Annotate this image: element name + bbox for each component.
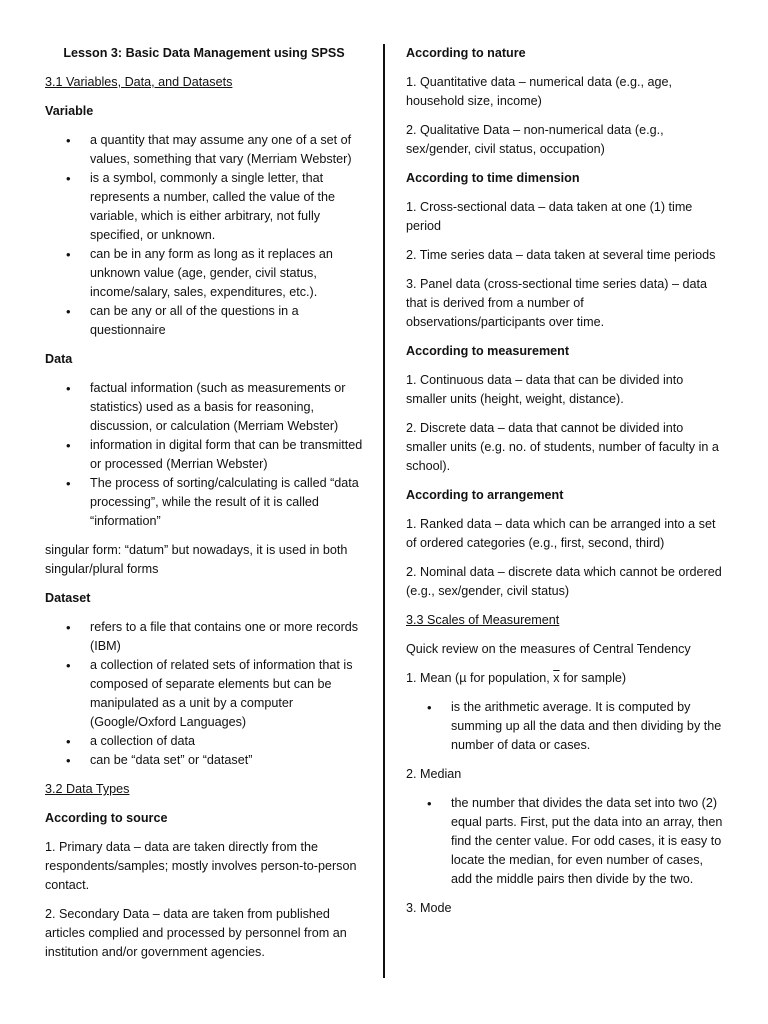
variable-heading: Variable: [45, 104, 94, 118]
time-panel: 3. Panel data (cross-sectional time series data) – data that is derived from a number of observations/participants over time.: [406, 277, 708, 329]
list-item: • a quantity that may assume any one of a set of values, something that vary (Merriam Webster): [45, 131, 363, 169]
list-item: • refers to a file that contains one or more records (IBM): [45, 618, 363, 656]
list-item: • factual information (such as measurements or statistics) used as a basis for reasoning, discussion, or calculation (Merriam Webster): [45, 379, 363, 436]
list-item: • can be “data set” or “dataset”: [45, 751, 363, 770]
nature-qualitative: 2. Qualitative Data – non-numerical data (e.g., sex/gender, civil status, occupation): [406, 123, 664, 156]
section-heading-3-2: 3.2 Data Types: [45, 782, 130, 796]
dataset-heading: Dataset: [45, 591, 91, 605]
nature-quantitative: 1. Quantitative data – numerical data (e.g., age, household size, income): [406, 75, 673, 108]
mean-suffix: for sample): [559, 671, 627, 685]
arrangement-heading: According to arrangement: [406, 488, 564, 502]
mean-prefix: 1. Mean (µ for population,: [406, 671, 554, 685]
quick-review: Quick review on the measures of Central Tendency: [406, 642, 691, 656]
section-heading-3-3: 3.3 Scales of Measurement: [406, 613, 560, 627]
list-item: • is a symbol, commonly a single letter, that represents a number, called the value of the variable, which is either arbitrary, not fully specified, or unknown.: [45, 169, 363, 245]
nature-heading: According to nature: [406, 46, 526, 60]
x-bar-symbol: $\overline{x}$: [553, 671, 560, 685]
time-series: 2. Time series data – data taken at several time periods: [406, 248, 716, 262]
list-item: • can be any or all of the questions in a questionnaire: [45, 302, 363, 340]
source-primary: 1. Primary data – data are taken directly from the respondents/samples; mostly involves person-to-person contact.: [45, 840, 357, 892]
measurement-continuous: 1. Continuous data – data that can be divided into smaller units (height, weight, distance).: [406, 373, 684, 406]
mean-heading: [406, 669, 726, 688]
page-title: Lesson 3: Basic Data Management using SPSS: [63, 46, 345, 60]
time-heading: According to time dimension: [406, 171, 580, 185]
right-column: [406, 44, 726, 928]
variable-list: [45, 131, 363, 340]
measurement-discrete: 2. Discrete data – data that cannot be divided into smaller units (e.g. no. of students, number of faculty in a school).: [406, 421, 719, 473]
list-item: • information in digital form that can be transmitted or processed (Merrian Webster): [45, 436, 363, 474]
list-item: • can be in any form as long as it replaces an unknown value (age, gender, civil status, income/salary, sales, expenditures, etc.).: [45, 245, 363, 302]
time-cross-sectional: 1. Cross-sectional data – data taken at one (1) time period: [406, 200, 693, 233]
source-secondary: 2. Secondary Data – data are taken from published articles complied and processed by personnel from an institution and/or government agencies.: [45, 907, 347, 959]
section-heading-3-1: 3.1 Variables, Data, and Datasets: [45, 75, 233, 89]
data-list: [45, 379, 363, 531]
list-item: • a collection of related sets of information that is composed of separate elements but can be manipulated as a unit by a computer (Google/Oxford Languages): [45, 656, 363, 732]
list-item: • the number that divides the data set into two (2) equal parts. First, put the data into an array, then find the center value. For odd cases, it is easy to locate the median, for even number of cases, add the middle pairs then divide by the two.: [406, 794, 726, 889]
arrangement-ranked: 1. Ranked data – data which can be arranged into a set of ordered categories (e.g., first, second, third): [406, 517, 716, 550]
left-column: [45, 44, 363, 972]
median-heading: 2. Median: [406, 767, 462, 781]
mean-list: [406, 698, 726, 755]
list-item: • a collection of data: [45, 732, 363, 751]
column-divider: [383, 44, 385, 978]
list-item: • is the arithmetic average. It is computed by summing up all the data and then dividing by the number of data or cases.: [406, 698, 726, 755]
arrangement-nominal: 2. Nominal data – discrete data which cannot be ordered (e.g., sex/gender, civil status): [406, 565, 722, 598]
mode-heading: 3. Mode: [406, 901, 452, 915]
singular-note: singular form: “datum” but nowadays, it is used in both singular/plural forms: [45, 543, 348, 576]
source-heading: According to source: [45, 811, 168, 825]
measurement-heading: According to measurement: [406, 344, 570, 358]
median-list: [406, 794, 726, 889]
dataset-list: [45, 618, 363, 770]
data-heading: Data: [45, 352, 73, 366]
list-item: • The process of sorting/calculating is called “data processing”, while the result of it is called “information”: [45, 474, 363, 531]
